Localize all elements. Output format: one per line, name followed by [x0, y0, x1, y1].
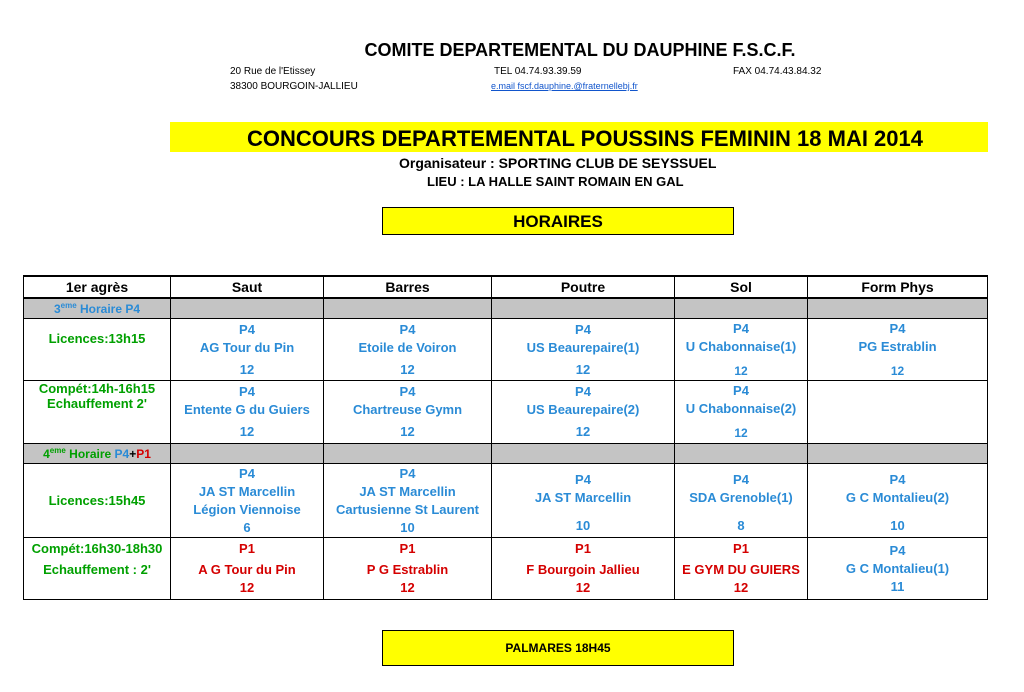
- licences-time-2: Licences:15h45: [24, 464, 171, 538]
- group-title-2: 4eme Horaire P4+P1: [24, 444, 171, 464]
- group-band-2: [24, 444, 988, 464]
- org-name: COMITE DEPARTEMENTAL DU DAUPHINE F.S.C.F.: [364, 40, 796, 60]
- slot-cell: P4 U Chabonnaise(2) 12: [675, 381, 808, 444]
- slot-cell: P4 AG Tour du Pin 12: [171, 319, 324, 381]
- fax-number: FAX 04.74.43.84.32: [733, 66, 822, 77]
- group1-row-1: [24, 319, 988, 381]
- group2-row-2: [24, 538, 988, 600]
- slot-cell: P4 Chartreuse Gymn 12: [324, 381, 492, 444]
- col-header-saut: Saut: [171, 276, 324, 298]
- slot-cell: P4 JA ST Marcellin Cartusienne St Laurent 10: [324, 464, 492, 538]
- col-header-sol: Sol: [675, 276, 808, 298]
- col-header-form-phys: Form Phys: [808, 276, 988, 298]
- venue: LIEU : LA HALLE SAINT ROMAIN EN GAL: [427, 174, 684, 189]
- slot-cell: P1 A G Tour du Pin 12: [171, 538, 324, 600]
- address-line-2: 38300 BOURGOIN-JALLIEU: [230, 81, 358, 92]
- address-line-1: 20 Rue de l'Etissey: [230, 66, 316, 77]
- col-header-poutre: Poutre: [492, 276, 675, 298]
- slot-cell: P4 G C Montalieu(2) 10: [808, 464, 988, 538]
- slot-cell: P4 US Beaurepaire(2) 12: [492, 381, 675, 444]
- palmares-time: PALMARES 18H45: [382, 630, 734, 666]
- slot-cell: P4 PG Estrablin 12: [808, 319, 988, 381]
- slot-cell: P4 Etoile de Voiron 12: [324, 319, 492, 381]
- horaires-heading: HORAIRES: [382, 207, 734, 235]
- col-header-apparatus: 1er agrès: [24, 276, 171, 298]
- schedule-table: [23, 275, 988, 600]
- slot-cell: P1 E GYM DU GUIERS 12: [675, 538, 808, 600]
- group-band-1: [24, 298, 988, 319]
- slot-cell: P4 US Beaurepaire(1) 12: [492, 319, 675, 381]
- slot-cell: P1 P G Estrablin 12: [324, 538, 492, 600]
- empty-slot-cell: [808, 381, 988, 444]
- slot-cell: P4 JA ST Marcellin 10: [492, 464, 675, 538]
- organizer: Organisateur : SPORTING CLUB DE SEYSSUEL: [399, 155, 717, 171]
- slot-cell: P4 JA ST Marcellin Légion Viennoise 6: [171, 464, 324, 538]
- event-title: CONCOURS DEPARTEMENTAL POUSSINS FEMININ 18 MAI 2014: [247, 126, 923, 151]
- slot-cell: P4 U Chabonnaise(1) 12: [675, 319, 808, 381]
- compet-time-2: Compét:16h30-18h30 Echauffement : 2': [24, 538, 171, 600]
- licences-time-1: Licences:13h15: [24, 319, 171, 381]
- compet-time-1: Compét:14h-16h15 Echauffement 2': [24, 381, 171, 444]
- slot-cell: P4 Entente G du Guiers 12: [171, 381, 324, 444]
- slot-cell: P4 SDA Grenoble(1) 8: [675, 464, 808, 538]
- email-link[interactable]: e.mail fscf.dauphine.@fraternellebj.fr: [491, 81, 638, 91]
- slot-cell: P4 G C Montalieu(1) 11: [808, 538, 988, 600]
- header-row: [24, 276, 988, 298]
- group-title-1: 3eme Horaire P4: [24, 298, 171, 319]
- slot-cell: P1 F Bourgoin Jallieu 12: [492, 538, 675, 600]
- group2-row-1: [24, 464, 988, 538]
- phone-number: TEL 04.74.93.39.59: [494, 66, 582, 77]
- col-header-barres: Barres: [324, 276, 492, 298]
- group1-row-2: [24, 381, 988, 444]
